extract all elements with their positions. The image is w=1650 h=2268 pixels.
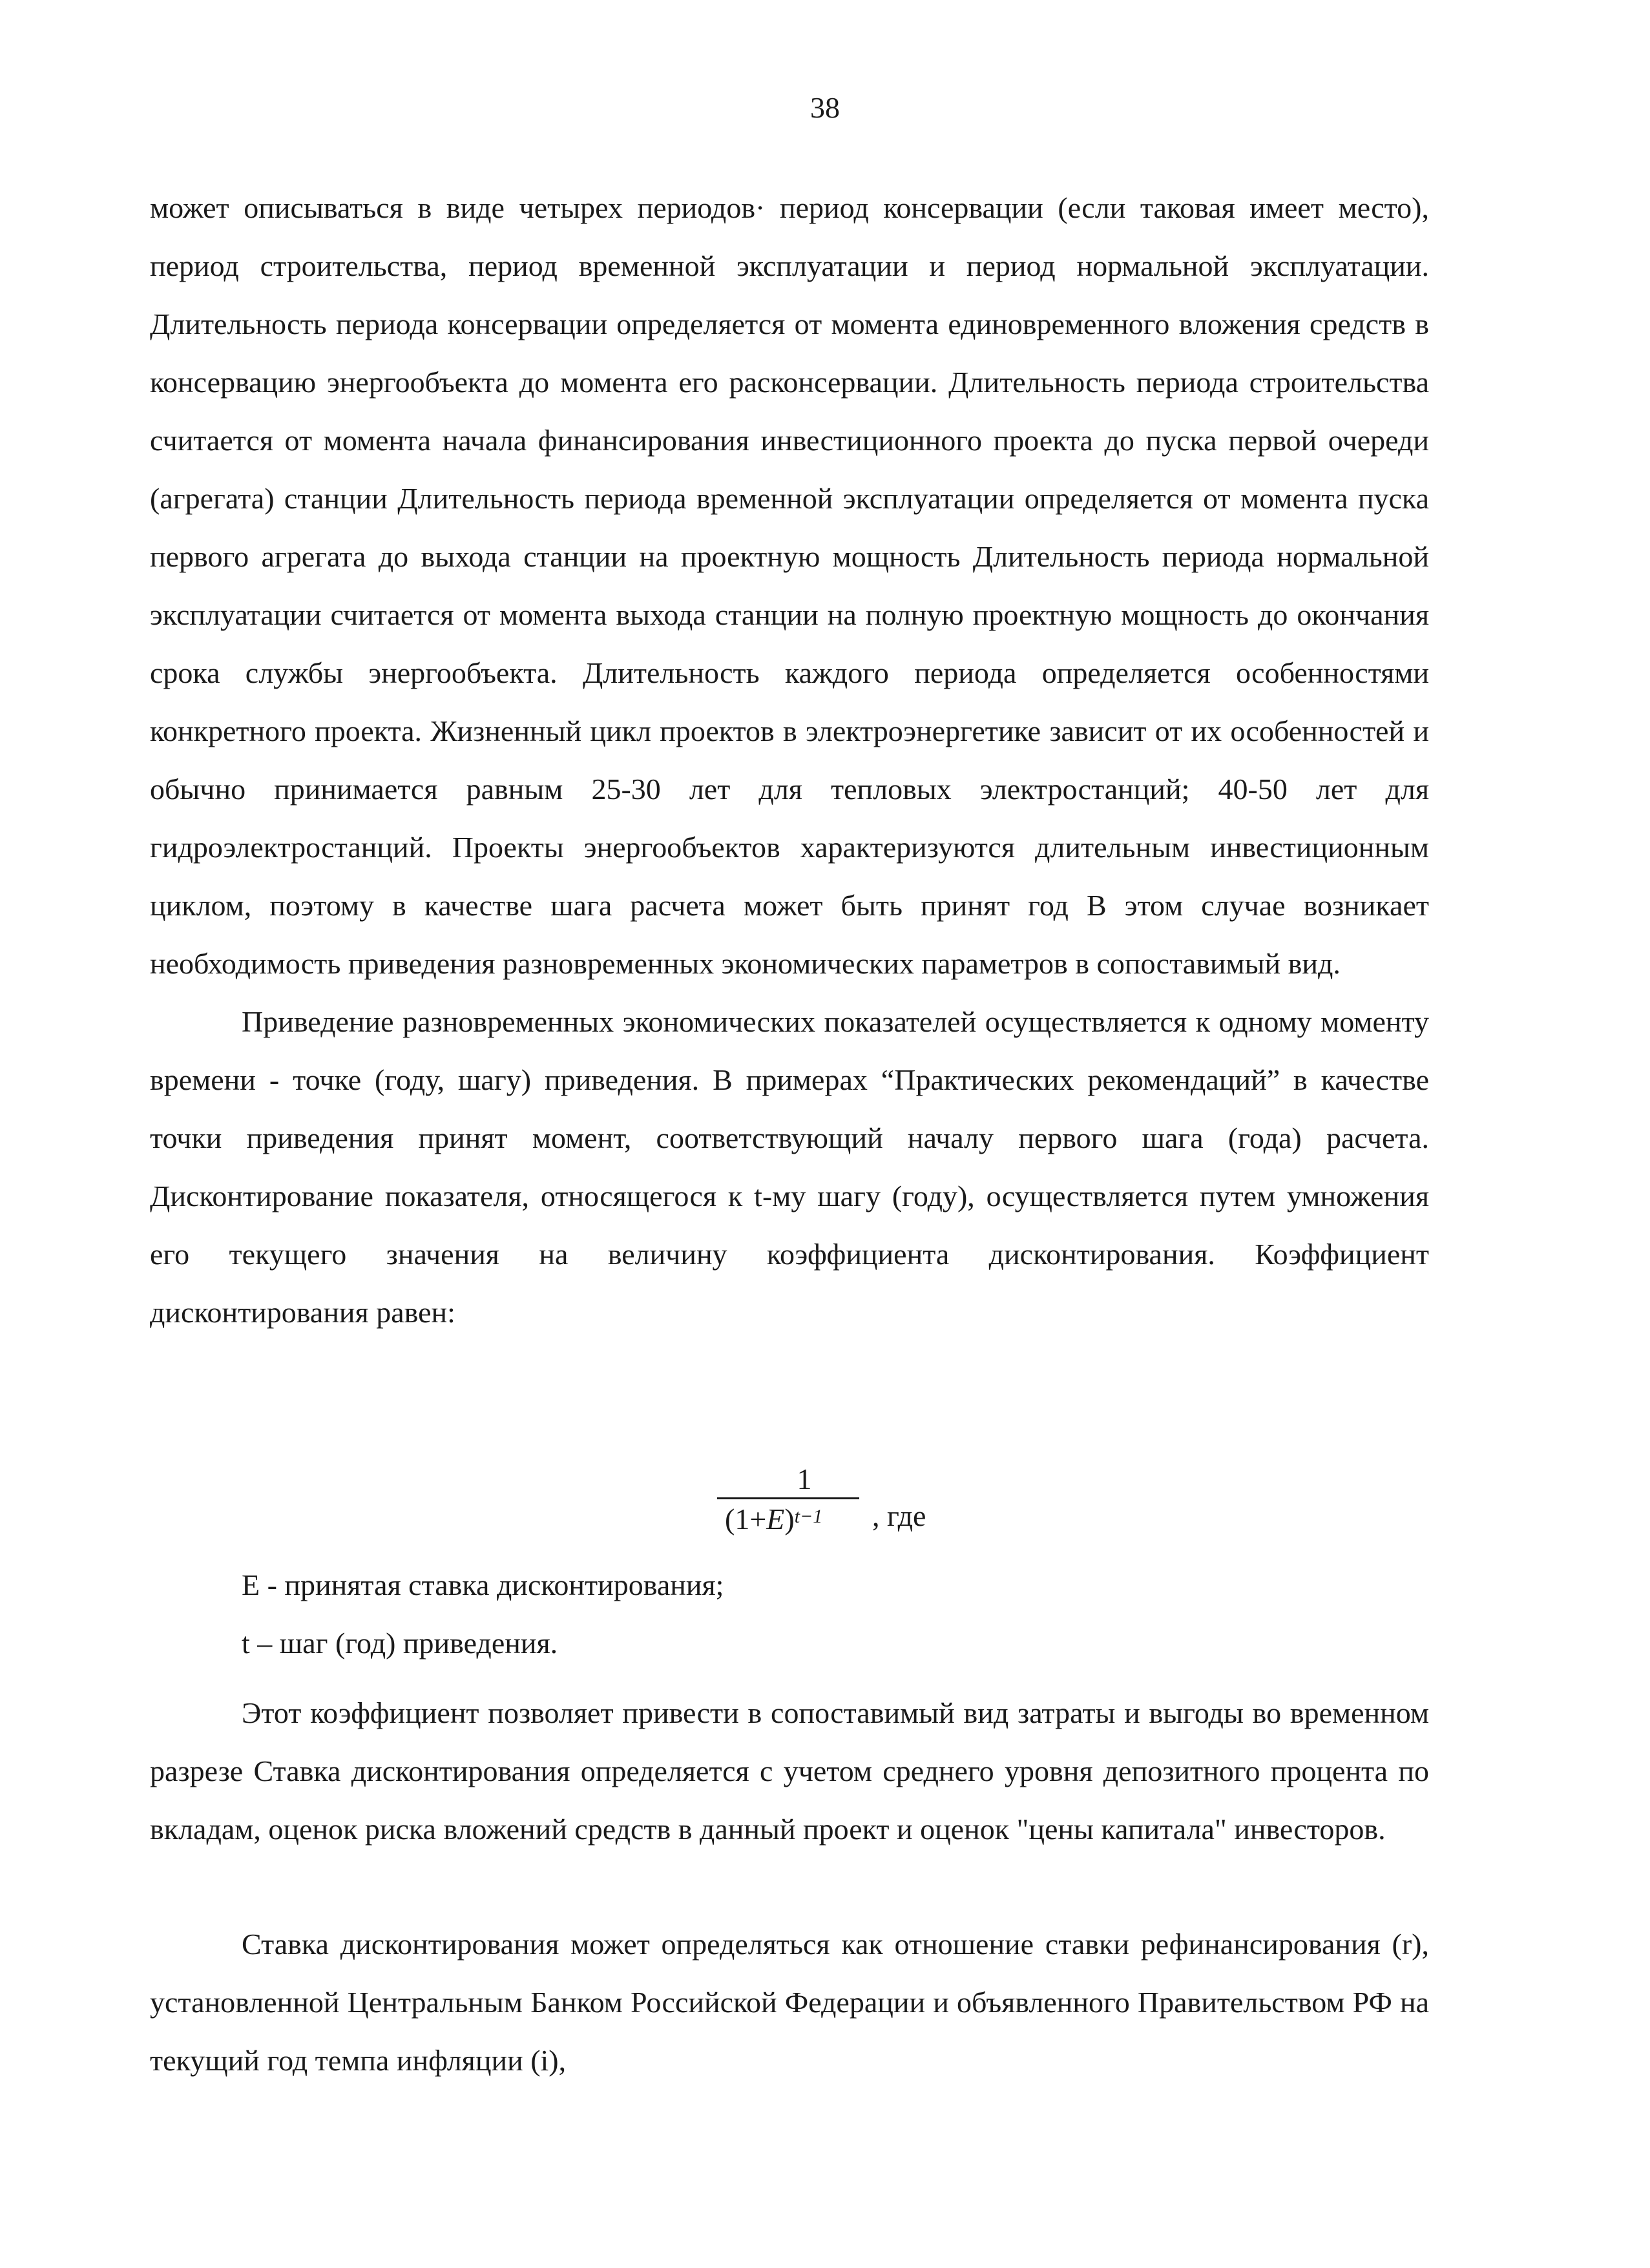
formula-suffix: , где [872, 1499, 926, 1532]
paragraph-discounting: Приведение разновременных экономических показателей осуществляется к одному моменту времени - точке (году, шагу) приведения. В примерах “Практических рекомендаций” в качестве точки приведения принят момент, соответствующий началу первого шага (года) расчета. Дисконтирование показателя, относящегося к t-му шагу (году), осуществляется путем умножения его текущего значения на величину коэффициента дисконтирования. Коэффициент дисконтирования равен: [150, 1005, 1429, 1329]
denominator-variable: E [766, 1503, 785, 1535]
paragraph-coefficient [150, 1684, 1429, 1858]
paragraph-text: может описываться в виде четырех периодов· период консервации (если таковая имеет место), период строительства, период временной эксплуатации и период нормальной эксплуатации. Длительность периода консервации определяется от момента единовременного вложения средств в консервацию энергообъекта до момента его расконсервации. Длительность периода строительства считается от момента начала финансирования инвестиционного проекта до пуска первой очереди (агрегата) станции Длительность периода временной эксплуатации определяется от момента пуска первого агрегата до выхода станции на проектную мощность Длительность периода нормальной эксплуатации считается от момента выхода станции на полную проектную мощность до окончания срока службы энергообъекта. Длительность каждого периода определяется особенностями конкретного проекта. Жизненный цикл проектов в электроэнергетике зависит от их особенностей и обычно принимается равным 25-30 лет для тепловых электростанций; 40-50 лет для гидроэлектростанций. Проекты энергообъектов характеризуются длительным инвестиционным циклом, поэтому в качестве шага расчета может быть принят год В этом случае возникает необходимость приведения разновременных экономических параметров в сопоставимый вид. [150, 191, 1429, 980]
paragraph-text: Ставка дисконтирования может определяться как отношение ставки рефинансирования (r), установленной Центральным Банком Российской Федерации и объявленного Правительством РФ на текущий год темпа инфляции (i), [150, 1928, 1429, 2077]
page-number: 38 [810, 91, 840, 124]
formula-fraction [717, 1461, 866, 1543]
formula-exponent: t−1 [794, 1506, 823, 1527]
formula-denominator [717, 1499, 866, 1543]
paragraph-periods [150, 179, 1429, 1342]
paragraph-rate [150, 1915, 1429, 2090]
definition-e: Е - принятая ставка дисконтирования; [242, 1568, 724, 1601]
definition-t: t – шаг (год) приведения. [242, 1627, 558, 1659]
formula-numerator: 1 [797, 1462, 812, 1495]
denominator-open: (1+ [725, 1503, 767, 1535]
denominator-close: ) [784, 1503, 795, 1535]
paragraph-text: Этот коэффициент позволяет привести в сопоставимый вид затраты и выгоды во временном разрезе Ставка дисконтирования определяется с учетом среднего уровня депозитного процента по вкладам, оценок риска вложений средств в данный проект и оценок "цены капитала" инвесторов. [150, 1696, 1429, 1846]
